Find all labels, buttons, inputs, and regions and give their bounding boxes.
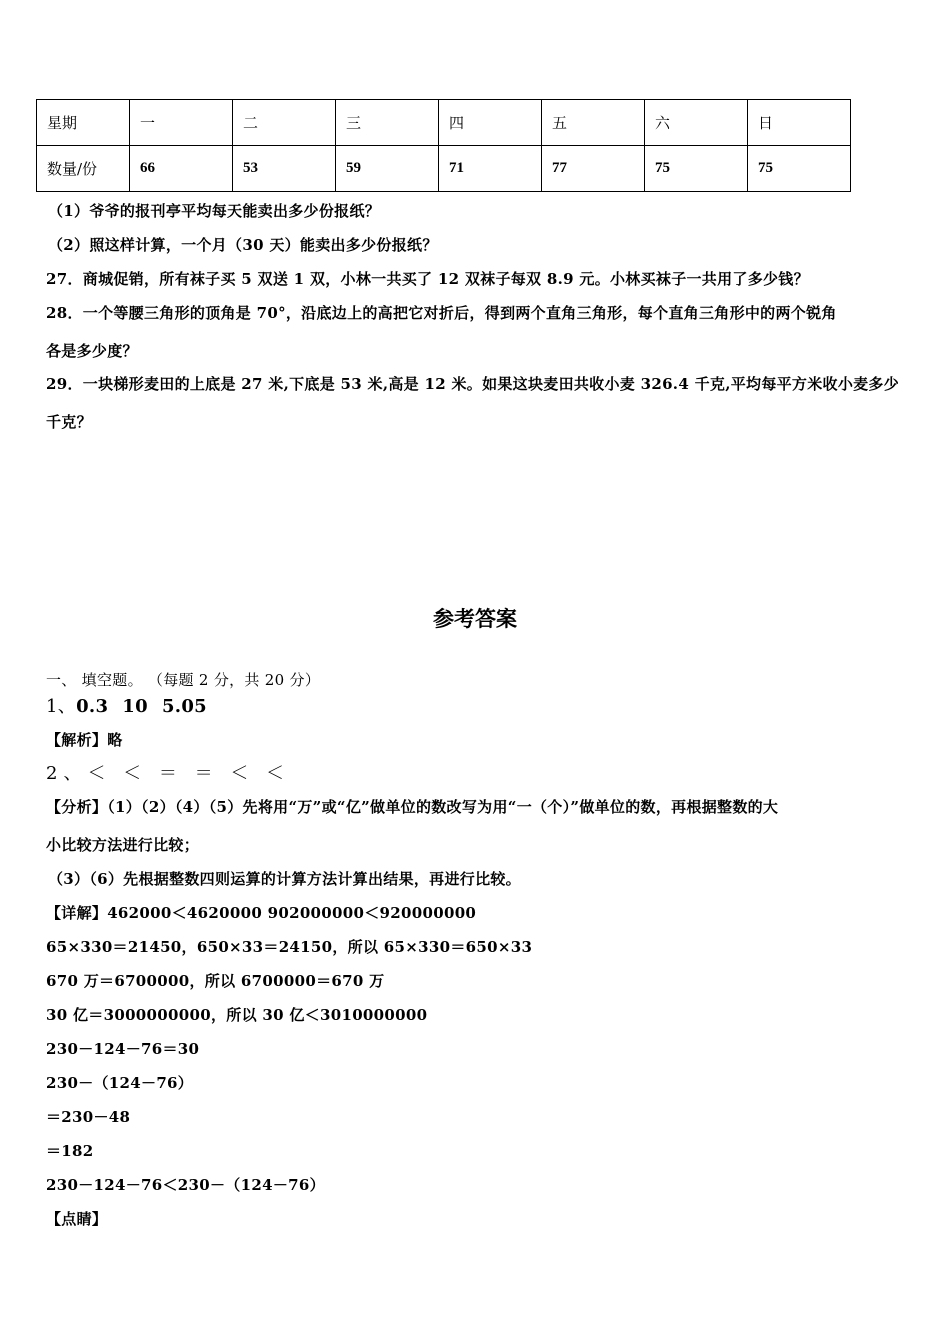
table-cell: 六	[645, 100, 748, 146]
problem-28: 28．一个等腰三角形的顶角是 70°，沿底边上的高把它对折后，得到两个直角三角形，每个直角三角形中的两个锐角	[46, 304, 837, 322]
table-cell: 53	[233, 146, 336, 192]
answer-2: 2、＜ ＜ ＝ ＝ ＜ ＜	[46, 763, 291, 784]
key-point-heading: 【点睛】	[46, 1210, 108, 1228]
problem-27: 27．商城促销，所有袜子买 5 双送 1 双，小林一共买了 12 双袜子每双 8.9 元。小林买袜子一共用了多少钱？	[46, 270, 809, 288]
detail-line: 230－124－76＜230－（124－76）	[46, 1176, 325, 1194]
table-cell: 75	[645, 146, 748, 192]
detail-line: 【详解】462000＜4620000 902000000＜920000000	[46, 904, 477, 922]
detail-line: ＝182	[46, 1142, 94, 1160]
answer-value: 0.3	[76, 696, 109, 717]
analysis-line: 小比较方法进行比较；	[46, 836, 200, 854]
table-cell: 日	[748, 100, 851, 146]
table-cell: 75	[748, 146, 851, 192]
section-heading: 一、 填空题。 （每题 2 分，共 20 分）	[46, 671, 321, 689]
answer-1	[46, 692, 221, 718]
table-cell: 一	[130, 100, 233, 146]
newspaper-sales-table	[36, 99, 851, 192]
table-cell: 二	[233, 100, 336, 146]
detail-line: 65×330＝21450，650×33＝24150，所以 65×330＝650×33	[46, 938, 533, 956]
analysis-line: 【分析】（1）（2）（4）（5）先将用“万”或“亿”做单位的数改写为用“一（个）”做单位的数，再根据整数的大	[46, 798, 779, 816]
table-row-weekday	[37, 100, 851, 146]
answer-1-prefix: 1、	[46, 696, 77, 717]
answers-title: 参考答案	[433, 606, 517, 631]
table-row-quantity	[37, 146, 851, 192]
table-cell: 数量/份	[37, 146, 130, 192]
problem-28-continued: 各是多少度？	[46, 342, 138, 360]
table-cell: 59	[336, 146, 439, 192]
detail-line: ＝230－48	[46, 1108, 131, 1126]
detail-line: 670 万＝6700000，所以 6700000＝670 万	[46, 972, 385, 990]
detail-line: 230－（124－76）	[46, 1074, 194, 1092]
analysis-note: 【解析】略	[46, 731, 123, 749]
answer-value: 10	[122, 696, 148, 717]
table-cell: 66	[130, 146, 233, 192]
table-cell: 星期	[37, 100, 130, 146]
detail-line: 230－124－76＝30	[46, 1040, 200, 1058]
table-cell: 71	[439, 146, 542, 192]
question-1: （1）爷爷的报刊亭平均每天能卖出多少份报纸？	[48, 202, 381, 220]
answer-value: 5.05	[161, 696, 207, 717]
problem-29: 29．一块梯形麦田的上底是 27 米,下底是 53 米,高是 12 米。如果这块麦田共收小麦 326.4 千克,平均每平方米收小麦多少	[46, 375, 900, 393]
question-2: （2）照这样计算，一个月（30 天）能卖出多少份报纸？	[48, 236, 438, 254]
analysis-line: （3）（6）先根据整数四则运算的计算方法计算出结果，再进行比较。	[48, 870, 521, 888]
table-cell: 三	[336, 100, 439, 146]
problem-29-continued: 千克？	[46, 413, 92, 431]
table-cell: 77	[542, 146, 645, 192]
table-cell: 五	[542, 100, 645, 146]
detail-line: 30 亿＝3000000000，所以 30 亿＜3010000000	[46, 1006, 428, 1024]
table-cell: 四	[439, 100, 542, 146]
